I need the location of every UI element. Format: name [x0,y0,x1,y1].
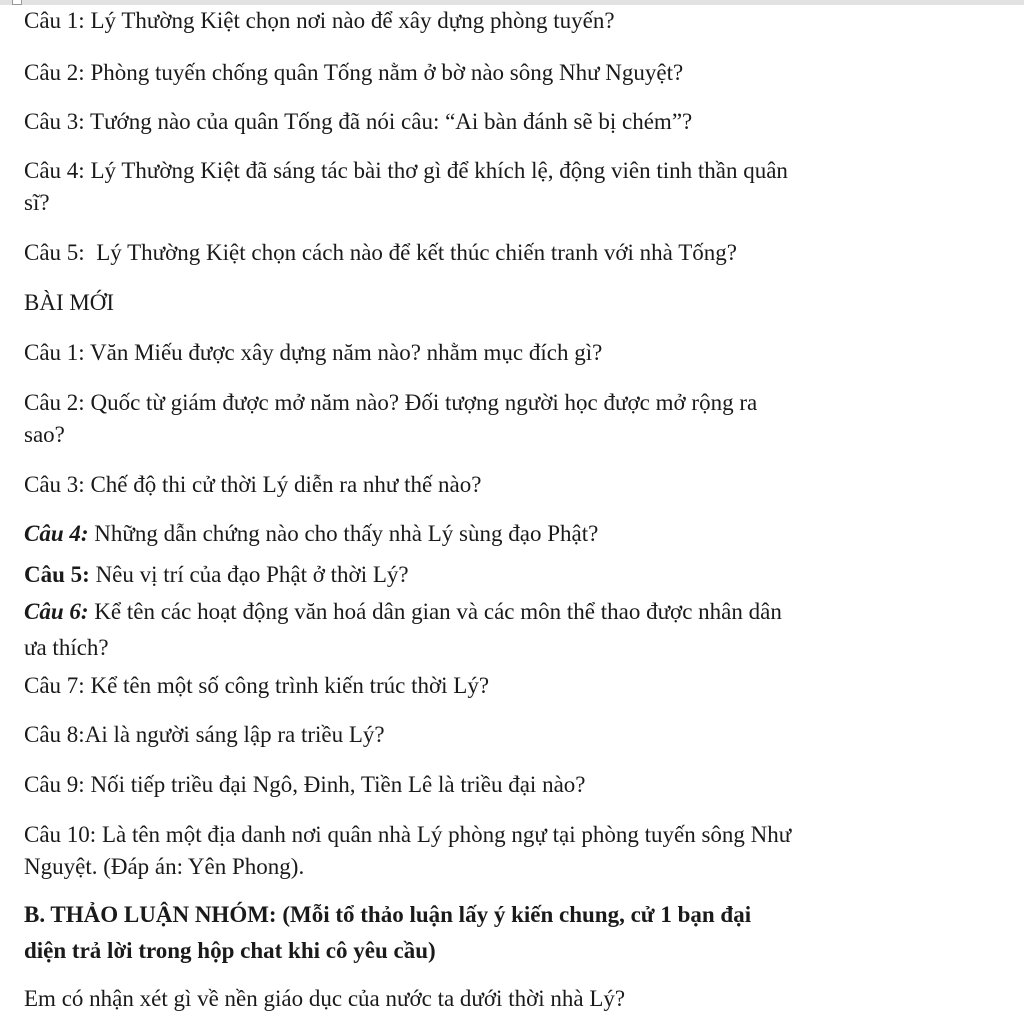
question-text: Là tên một địa danh nơi quân nhà Lý phòng ngự tại phòng tuyến sông Như [96,822,792,847]
question-text: Tướng nào của quân Tống đã nói câu: “Ai bàn đánh sẽ bị chém”? [84,109,693,134]
question-label: Câu 2: [24,390,85,415]
question-label: Câu 3: [24,472,85,497]
question-label: Câu 7: [24,673,85,698]
question-text: Lý Thường Kiệt chọn cách nào để kết thúc chiến tranh với nhà Tống? [84,240,737,265]
question-text: Chế độ thi cử thời Lý diễn ra như thế nào? [84,472,482,497]
group-discussion-question: Em có nhận xét gì về nền giáo dục của nước ta dưới thời nhà Lý? [24,986,626,1011]
new-lesson-question-6-continued: ưa thích? [24,635,109,660]
question-label: Câu 8: [24,722,85,747]
page-corner-marker [12,0,22,5]
question-label: Câu 2: [24,60,85,85]
new-lesson-question-8 [24,719,385,751]
question-label: Câu 10: [24,822,97,847]
review-question-2 [24,57,683,89]
review-question-3 [24,106,692,138]
question-label: Câu 5: [24,562,90,587]
new-lesson-question-1 [24,337,602,369]
new-lesson-question-2 [24,387,757,419]
question-text: Phòng tuyến chống quân Tống nằm ở bờ nào sông Như Nguyệt? [84,60,684,85]
question-text: Nêu vị trí của đạo Phật ở thời Lý? [89,562,409,587]
group-discussion-heading: B. THẢO LUẬN NHÓM: (Mỗi tổ thảo luận lấy ý kiến chung, cử 1 bạn đại [24,902,752,927]
new-lesson-question-2-continued: sao? [24,422,65,447]
question-text: Kể tên các hoạt động văn hoá dân gian và các môn thể thao được nhân dân [88,599,782,624]
question-text: Nối tiếp triều đại Ngô, Đinh, Tiền Lê là triều đại nào? [84,772,586,797]
question-text: Những dẫn chứng nào cho thấy nhà Lý sùng đạo Phật? [88,521,599,546]
question-text: Văn Miếu được xây dựng năm nào? nhằm mục đích gì? [84,340,603,365]
question-label: Câu 4: [24,521,89,546]
question-label: Câu 4: [24,158,85,183]
new-lesson-question-10-continued: Nguyệt. (Đáp án: Yên Phong). [24,854,305,879]
question-label: Câu 1: [24,8,85,33]
question-label: Câu 9: [24,772,85,797]
question-label: Câu 5: [24,240,85,265]
review-question-4-continued: sĩ? [24,190,50,215]
review-question-4 [24,155,788,187]
new-lesson-question-7 [24,670,489,702]
question-text: Lý Thường Kiệt đã sáng tác bài thơ gì để khích lệ, động viên tinh thần quân [84,158,788,183]
question-label: Câu 6: [24,599,89,624]
review-question-5 [24,237,737,269]
question-label: Câu 3: [24,109,85,134]
review-question-1 [24,5,615,37]
new-lesson-question-3 [24,469,481,501]
question-label: Câu 1: [24,340,85,365]
question-text: Quốc từ giám được mở năm nào? Đối tượng người học được mở rộng ra [84,390,758,415]
question-text: Kể tên một số công trình kiến trúc thời Lý? [84,673,490,698]
new-lesson-question-5 [24,559,409,591]
question-text: Lý Thường Kiệt chọn nơi nào để xây dựng phòng tuyến? [84,8,615,33]
new-lesson-heading: BÀI MỚI [24,290,115,315]
new-lesson-question-9 [24,769,586,801]
group-discussion-heading-continued: diện trả lời trong hộp chat khi cô yêu cầu) [24,938,436,963]
question-text: Ai là người sáng lập ra triều Lý? [84,722,385,747]
new-lesson-question-4 [24,518,598,550]
new-lesson-question-10 [24,819,791,851]
new-lesson-question-6 [24,596,782,628]
